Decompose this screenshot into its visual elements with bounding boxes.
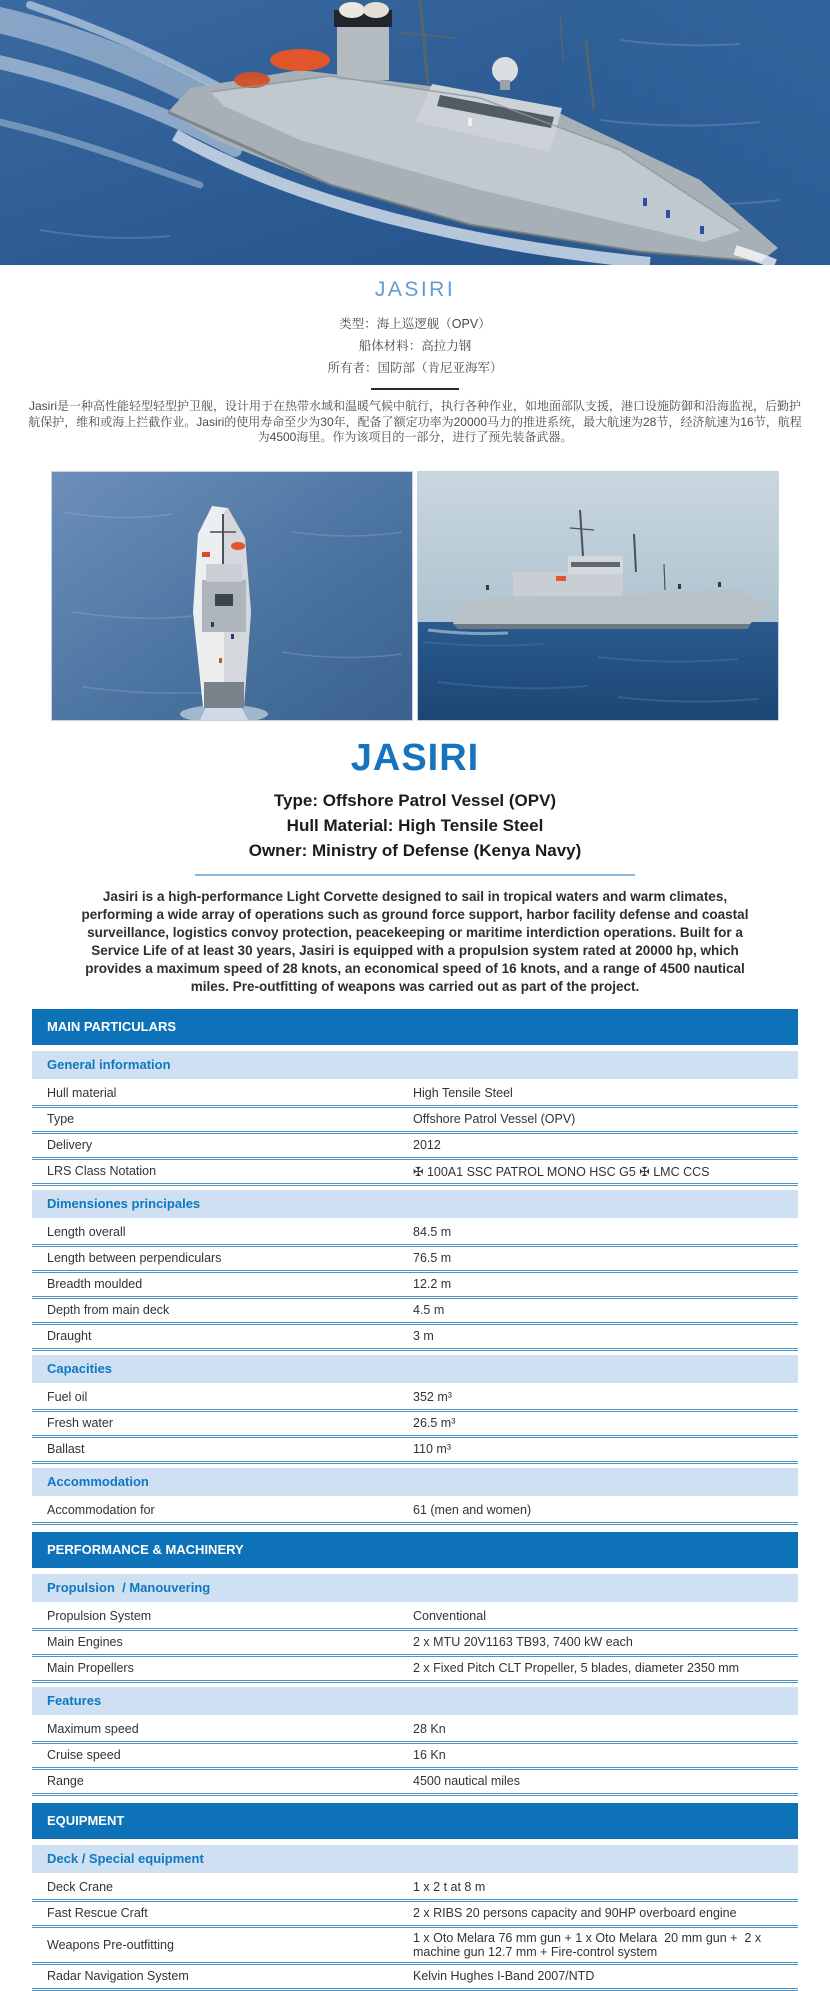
spec-row xyxy=(32,1657,798,1683)
spec-label: Fast Rescue Craft xyxy=(47,1906,148,1920)
spec-row xyxy=(32,1247,798,1273)
spec-label: Maximum speed xyxy=(47,1722,139,1736)
group-header: Features xyxy=(32,1687,798,1715)
spec-value: 1 x Oto Melara 76 mm gun + 1 x Oto Melara 20 mm gun + 2 x machine gun 12.7 mm + Fire-control system xyxy=(413,1930,765,1959)
spec-row xyxy=(32,1412,798,1438)
section-header: PERFORMANCE & MACHINERY xyxy=(32,1532,798,1568)
spec-label: Cruise speed xyxy=(47,1748,121,1762)
description-en: Jasiri is a high-performance Light Corvette designed to sail in tropical waters and warm climates, performing a wide array of operations such as ground force support, harbor facility defense and coastal surveillance, logistics convoy protection, peacekeeping or maritime interdiction operations. Built for a Service Life of at least 30 years, Jasiri is equipped with a propulsion system rated at 20000 hp, which provides a maximum speed of 28 knots, an economical speed of 16 knots, and a range of 4500 nautical miles. Pre-outfitting of weapons was carried out as part of the project. xyxy=(81,888,749,994)
type-line-en: Type: Offshore Patrol Vessel (OPV) xyxy=(273,790,557,810)
spec-label: Ballast xyxy=(47,1442,85,1456)
dark-divider xyxy=(371,388,459,390)
ship-photo-aerial-stern xyxy=(51,471,413,721)
spec-row xyxy=(32,1499,798,1525)
spec-value: 2012 xyxy=(413,1138,441,1152)
overview-spec-lines xyxy=(0,788,830,863)
spec-value: 2 x Fixed Pitch CLT Propeller, 5 blades, diameter 2350 mm xyxy=(413,1661,740,1675)
spec-label: Length between perpendiculars xyxy=(47,1251,222,1265)
spec-value: 2 x RIBS 20 persons capacity and 90HP overboard engine xyxy=(413,1906,737,1920)
spec-label: Radar Navigation System xyxy=(47,1969,189,1983)
spec-row xyxy=(32,1718,798,1744)
spec-row xyxy=(32,1082,798,1108)
spec-row xyxy=(32,1325,798,1351)
spec-value: 1 x 2 t at 8 m xyxy=(413,1880,486,1894)
spec-row xyxy=(32,1386,798,1412)
group-header: Accommodation xyxy=(32,1468,798,1496)
ship-photo-side-profile xyxy=(417,471,779,721)
spec-value: 4.5 m xyxy=(413,1303,445,1317)
page-title-en: JASIRI xyxy=(350,736,480,779)
spec-value: 110 m³ xyxy=(413,1442,451,1456)
spec-value: 28 Kn xyxy=(413,1722,446,1736)
specs-table xyxy=(32,1009,798,1991)
spec-label: Main Propellers xyxy=(47,1661,134,1675)
group-header: Dimensiones principales xyxy=(32,1190,798,1218)
spec-label: Type xyxy=(47,1112,75,1126)
group-header: Propulsion / Manouvering xyxy=(32,1574,798,1602)
spec-label: Length overall xyxy=(47,1225,126,1239)
spec-row xyxy=(32,1770,798,1796)
spec-row xyxy=(32,1273,798,1299)
spec-value: 3 m xyxy=(413,1329,434,1343)
spec-label: Draught xyxy=(47,1329,92,1343)
spec-value: 16 Kn xyxy=(413,1748,446,1762)
spec-row xyxy=(32,1108,798,1134)
spec-row xyxy=(32,1160,798,1186)
description-zh: Jasiri是一种高性能轻型轻型护卫舰，设计用于在热带水域和温暖气候中航行，执行各种作业，如地面部队支援，港口设施防御和沿海监视，后勤护航保护，维和或海上拦截作业。Jasiri的使用寿命至少为30年，配备了额定功率为20000马力的推进系统，最大航速为28节，经济航速为16节，航程为4500海里。作为该项目的一部分，进行了预先装备武器。 xyxy=(28,399,802,444)
spec-label: Deck Crane xyxy=(47,1880,113,1894)
section-header: EQUIPMENT xyxy=(32,1803,798,1839)
owner-line-en: Owner: Ministry of Defense (Kenya Navy) xyxy=(248,840,582,860)
group-header: Capacities xyxy=(32,1355,798,1383)
spec-value: 61 (men and women) xyxy=(413,1503,532,1517)
group-header: General information xyxy=(32,1051,798,1079)
spec-label: Range xyxy=(47,1774,84,1788)
photo-gallery xyxy=(0,471,830,721)
spec-label: Breadth moulded xyxy=(47,1277,143,1291)
intro-info-lines xyxy=(0,313,830,379)
spec-value: 12.2 m xyxy=(413,1277,452,1291)
spec-label: LRS Class Notation xyxy=(47,1164,157,1178)
owner-line-zh: 所有者：国防部（肯尼亚海军） xyxy=(327,361,503,375)
type-line-zh: 类型：海上巡逻舰（OPV） xyxy=(339,317,491,331)
spec-value: 2 x MTU 20V1163 TB93, 7400 kW each xyxy=(413,1635,633,1649)
spec-label: Weapons Pre-outfitting xyxy=(47,1937,174,1952)
spec-value: Conventional xyxy=(413,1609,486,1623)
spec-row xyxy=(32,1134,798,1160)
hero-ship-image xyxy=(0,0,830,265)
spec-value: 76.5 m xyxy=(413,1251,452,1265)
spec-label: Fuel oil xyxy=(47,1390,88,1404)
spec-label: Delivery xyxy=(47,1138,93,1152)
group-header: Deck / Special equipment xyxy=(32,1845,798,1873)
spec-label: Depth from main deck xyxy=(47,1303,170,1317)
spec-row xyxy=(32,1928,798,1965)
spec-row xyxy=(32,1299,798,1325)
spec-label: Main Engines xyxy=(47,1635,123,1649)
spec-value: High Tensile Steel xyxy=(413,1086,513,1100)
spec-row xyxy=(32,1605,798,1631)
spec-value: Kelvin Hughes I-Band 2007/NTD xyxy=(413,1969,595,1983)
spec-row xyxy=(32,1631,798,1657)
spec-row xyxy=(32,1902,798,1928)
hull-line-en: Hull Material: High Tensile Steel xyxy=(286,815,544,835)
spec-row xyxy=(32,1876,798,1902)
spec-row xyxy=(32,1221,798,1247)
spec-row xyxy=(32,1965,798,1991)
page-title-zh: JASIRI xyxy=(374,278,456,301)
spec-value: 352 m³ xyxy=(413,1390,452,1404)
spec-label: Hull material xyxy=(47,1086,117,1100)
spec-label: Fresh water xyxy=(47,1416,113,1430)
blue-divider xyxy=(195,874,635,876)
spec-value: 84.5 m xyxy=(413,1225,452,1239)
spec-value: 4500 nautical miles xyxy=(413,1774,521,1788)
spec-label: Accommodation for xyxy=(47,1503,155,1517)
hull-line-zh: 船体材料：高拉力钢 xyxy=(358,339,472,353)
spec-label: Propulsion System xyxy=(47,1609,152,1623)
spec-row xyxy=(32,1438,798,1464)
section-header: MAIN PARTICULARS xyxy=(32,1009,798,1045)
spec-value: ✠ 100A1 SSC PATROL MONO HSC G5 ✠ LMC CCS xyxy=(413,1164,710,1179)
spec-value: Offshore Patrol Vessel (OPV) xyxy=(413,1112,576,1126)
spec-row xyxy=(32,1744,798,1770)
spec-value: 26.5 m³ xyxy=(413,1416,456,1430)
